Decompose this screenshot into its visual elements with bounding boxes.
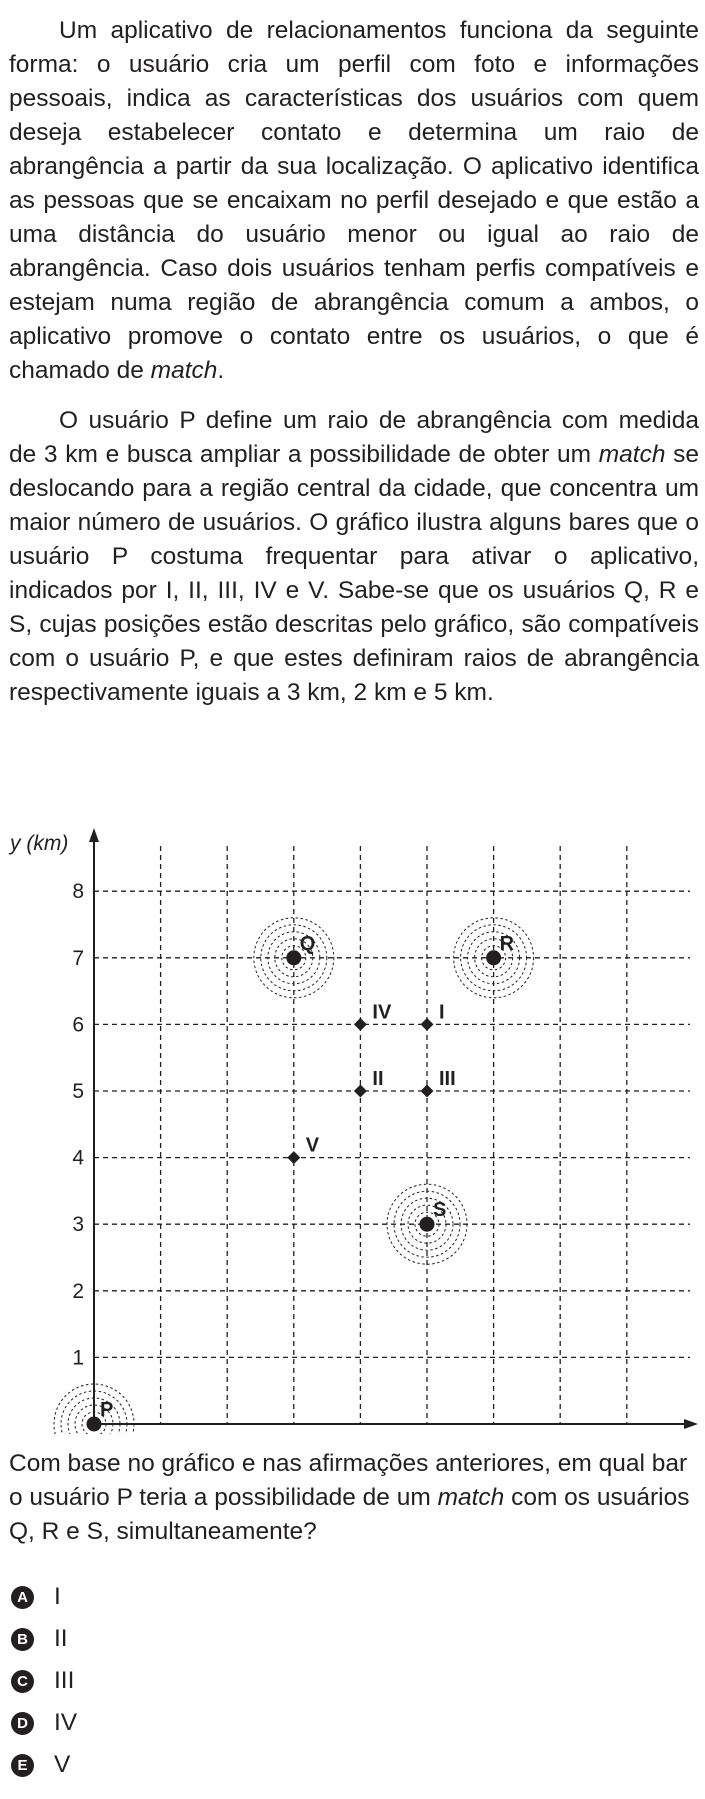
prompt-text: Com base no gráfico e nas afirmações anteriores, em qual bar o usuário P teria a possibilidade de um xyxy=(9,1450,688,1511)
option-b-text: II xyxy=(54,1625,68,1652)
y-tick-label: 1 xyxy=(72,1346,84,1370)
option-e[interactable] xyxy=(11,1744,77,1786)
paragraph-1-italic: match xyxy=(150,357,218,384)
bar-point xyxy=(354,1085,367,1098)
bar-label: V xyxy=(305,1134,320,1157)
bar-point xyxy=(421,1085,434,1098)
option-d-text: IV xyxy=(54,1709,78,1736)
y-tick-label: 7 xyxy=(72,946,84,970)
option-d[interactable] xyxy=(11,1702,77,1744)
question-prompt xyxy=(9,1447,701,1549)
bar-iii xyxy=(421,1068,456,1098)
y-tick-label: 6 xyxy=(72,1013,84,1037)
option-c-badge: C xyxy=(11,1670,34,1693)
option-c-text: III xyxy=(54,1667,75,1694)
paragraph-2-end: se deslocando para a região central da cidade, que concentra um maior número de usuários. O gráfico ilustra alguns bares que o usuário P costuma frequentar para ativar o aplicativo, indicados por I, II, III, IV e V. Sabe-se que os usuários Q, R e S, cujas posições estão descritas pelo gráfico, são compatíveis com o usuário P, e que estes definiram raios de abrangência respectivamente iguais a 3 km, 2 km e 5 km. xyxy=(9,441,700,706)
option-d-badge: D xyxy=(11,1712,34,1735)
y-tick-label: 2 xyxy=(72,1279,84,1303)
option-a[interactable] xyxy=(11,1576,77,1618)
option-e-badge: E xyxy=(11,1754,34,1777)
axes xyxy=(8,828,698,1434)
y-tick-label: 4 xyxy=(72,1146,84,1170)
paragraph-1-end: . xyxy=(217,357,225,384)
option-a-badge: A xyxy=(11,1586,34,1609)
paragraph-2 xyxy=(9,404,699,710)
bar-ii xyxy=(354,1068,384,1098)
option-a-text: I xyxy=(54,1583,61,1610)
user-label: Q xyxy=(299,932,316,955)
bar-point xyxy=(421,1018,434,1031)
bar-label: II xyxy=(372,1068,384,1090)
prompt-end: com os usuários Q, R e S, simultaneamente? xyxy=(9,1484,690,1545)
user-label: S xyxy=(433,1199,447,1222)
option-e-text: V xyxy=(54,1751,71,1778)
grid xyxy=(94,846,690,1424)
x-axis-arrow xyxy=(684,1419,698,1429)
data-marks xyxy=(54,918,534,1434)
prompt-italic: match xyxy=(437,1484,505,1511)
bar-label: I xyxy=(439,1001,445,1024)
paragraph-1-text: Um aplicativo de relacionamentos funciona da seguinte forma: o usuário cria um perfil com foto e informações pessoais, indica as características dos usuários com quem deseja estabelecer contato e determina um raio de abrangência a partir da sua localização. O aplicativo identifica as pessoas que se encaixam no perfil desejado e que estão a uma distância do usuário menor ou igual ao raio de abrangência. Caso dois usuários tenham perfis compatíveis e estejam numa região de abrangência comum a ambos, o aplicativo promove o contato entre os usuários, o que é chamado de xyxy=(9,17,699,384)
bar-label: III xyxy=(439,1068,456,1090)
y-tick-label: 5 xyxy=(72,1080,84,1103)
bar-point xyxy=(287,1151,300,1164)
paragraph-2-text: O usuário P define um raio de abrangência com medida de 3 km e busca ampliar a possibilidade de obter um xyxy=(9,407,699,468)
option-b-badge: B xyxy=(11,1628,34,1651)
coordinate-chart xyxy=(0,826,705,1434)
paragraph-2-italic: match xyxy=(598,441,666,468)
bar-v xyxy=(287,1135,320,1165)
y-axis-label: y (km) xyxy=(10,832,69,855)
answer-options xyxy=(11,1576,77,1786)
bar-iv xyxy=(354,1001,392,1031)
y-tick-label: 8 xyxy=(72,880,84,904)
bar-label: IV xyxy=(372,1001,392,1024)
option-c[interactable] xyxy=(11,1660,77,1702)
option-b[interactable] xyxy=(11,1618,77,1660)
paragraph-1 xyxy=(9,14,699,388)
bar-point xyxy=(354,1018,367,1031)
user-label: R xyxy=(499,932,515,955)
y-tick-label: 3 xyxy=(72,1213,84,1237)
y-axis-arrow xyxy=(89,828,99,842)
user-label: P xyxy=(100,1399,114,1421)
bar-i xyxy=(421,1001,445,1031)
